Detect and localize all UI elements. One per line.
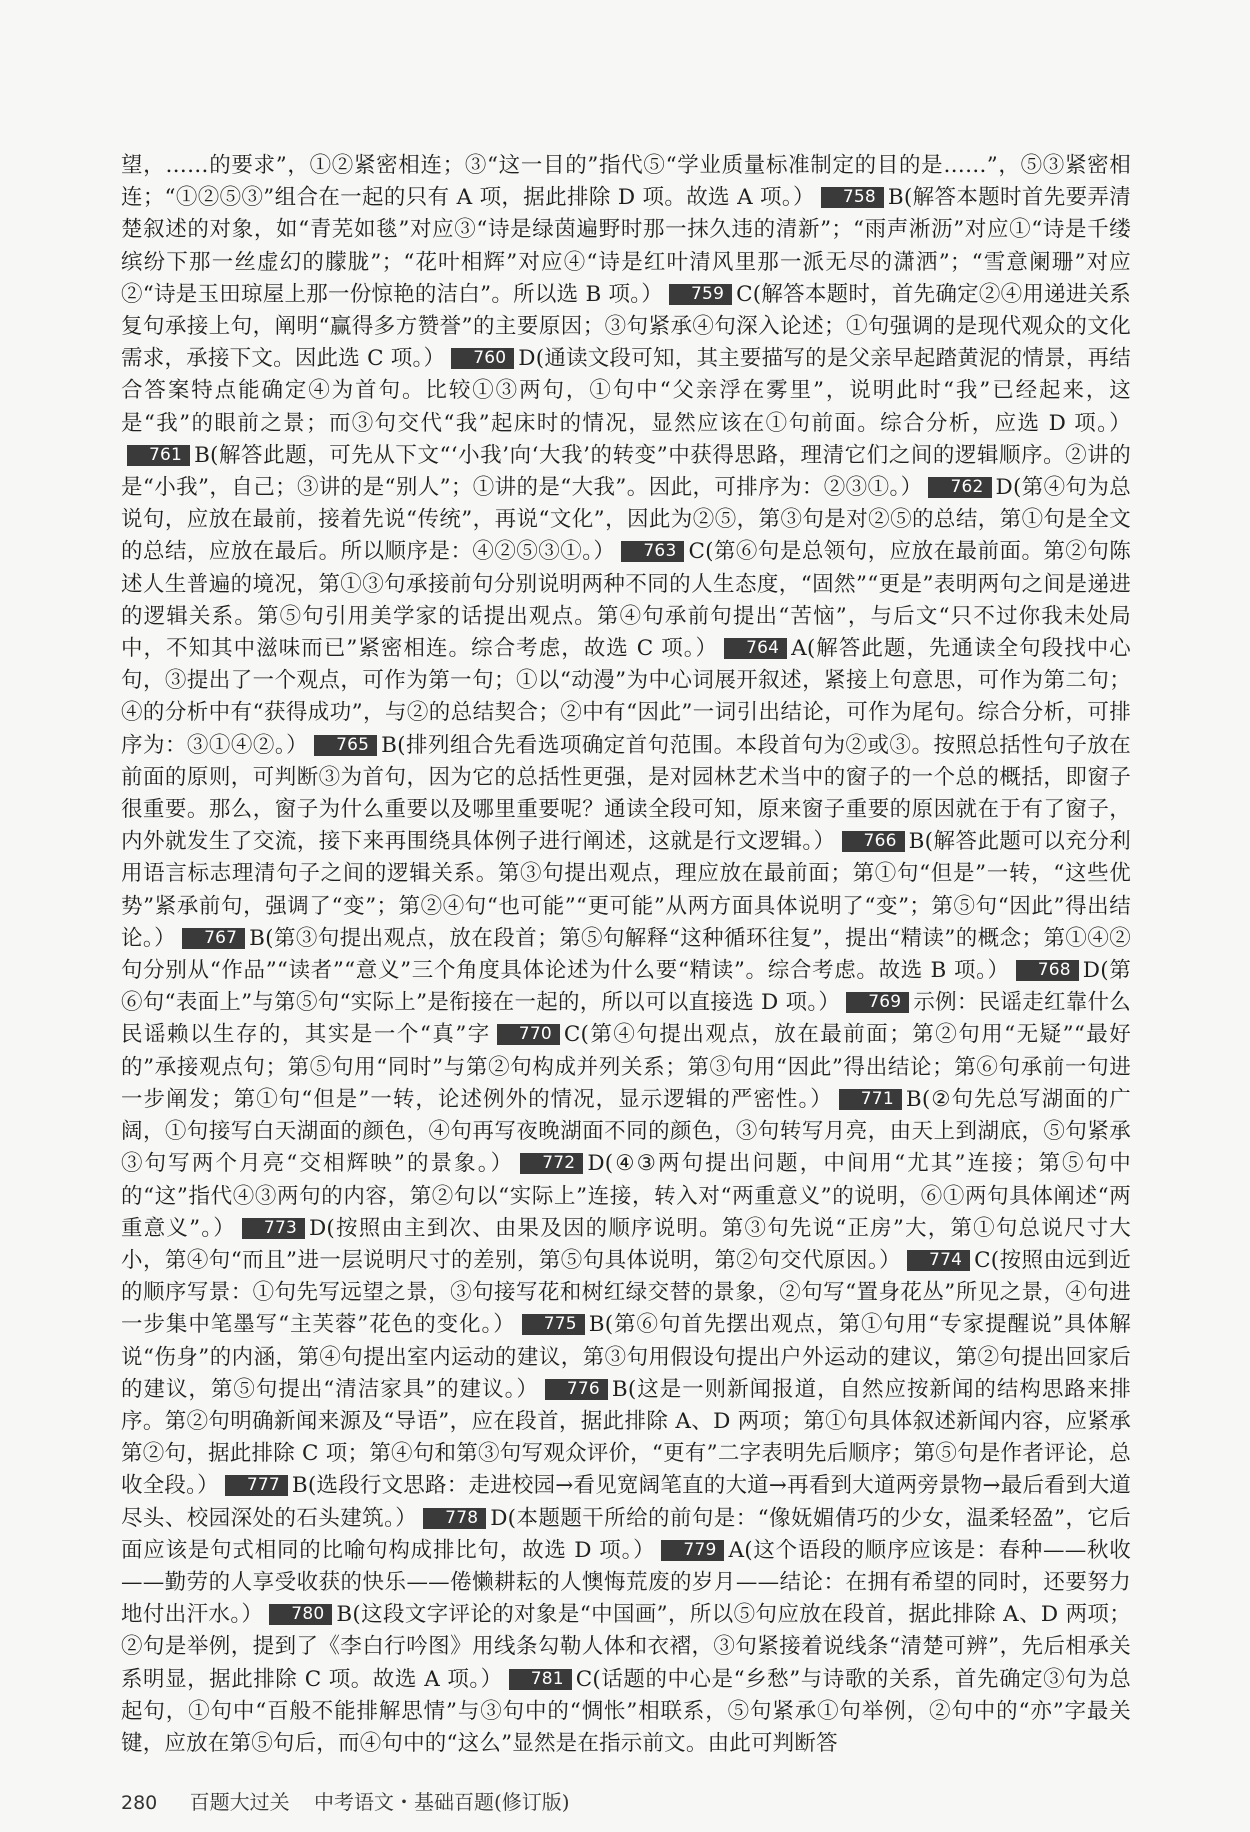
answer-number-badge: 777 bbox=[225, 1475, 288, 1496]
answer-number-badge: 771 bbox=[839, 1089, 902, 1110]
answer-number-badge: 773 bbox=[242, 1218, 305, 1239]
answer-text: C(按照由远到近的顺序写景：①句先写远望之景，③句接写花和树红绿交替的景象，②句写“置身花丛”所见之景，④句进一步集中笔墨写“主芙蓉”花色的变化。） bbox=[121, 1247, 1131, 1338]
answer-number-badge: 769 bbox=[846, 992, 909, 1013]
answer-number-badge: 762 bbox=[928, 477, 991, 498]
answer-number-badge: 767 bbox=[182, 928, 245, 949]
answer-text: 示例：民谣走红靠什么 民谣赖以生存的，其实是一个“真”字 bbox=[121, 990, 1153, 1048]
answer-text: A(解答此题，先通读全句段找中心句，③提出了一个观点，可作为第一句；①以“动漫”为中心词展开叙述，紧接上句意思，可作为第二句；④的分析中有“获得成功”，与②的总结契合；②中有“因此”一词引出结论，可作为尾句。综合分析，可排序为：③①④②。） bbox=[121, 636, 1131, 758]
answer-number-badge: 779 bbox=[661, 1540, 724, 1561]
answer-text: C(第④句提出观点，放在最前面；第②句用“无疑”“最好的”承接观点句；第⑤句用“同时”与第②句构成并列关系；第③句用“因此”得出结论；第⑥句承前一句进一步阐发；第①句“但是”一转，论述例外的情况，显示逻辑的严密性。） bbox=[121, 1022, 1131, 1112]
answer-number-badge: 759 bbox=[669, 284, 732, 305]
answer-text: B(解答本题时首先要弄清楚叙述的对象，如“青芜如毯”对应③“诗是绿茵遍野时那一抹久违的清新”；“雨声淅沥”对应①“诗是千缕缤纷下那一丝虚幻的朦胧”；“花叶相辉”对应④“诗是红叶清风里那一派无尽的潇洒”；“雪意阑珊”对应②“诗是玉田琼屋上那一份惊艳的洁白”。所以选 B 项。） bbox=[121, 185, 1131, 307]
answer-text: B(解答此题可以充分利用语言标志理清句子之间的逻辑关系。第③句提出观点，理应放在最前面；第①句“但是”一转，“这些优势”紧承前句，强调了“变”；第②④句“也可能”“更可能”从两方面具体说明了“变”；第⑤句“因此”得出结论。） bbox=[121, 829, 1132, 951]
answer-text: B(这是一则新闻报道，自然应按新闻的结构思路来排序。第②句明确新闻来源及“导语”，应在段首，据此排除 A、D 两项；第①句具体叙述新闻内容，应紧承第②句，据此排除 C 项；第④句和第③句写观众评价，“更有”二字表明先后顺序；第⑤句是作者评论，总收全段。） bbox=[121, 1376, 1131, 1499]
answer-number-badge: 781 bbox=[509, 1669, 572, 1690]
answer-text: A(这个语段的顺序应该是：春种——秋收——勤劳的人享受收获的快乐——倦懒耕耘的人懊悔荒废的岁月——结论：在拥有希望的同时，还要努力地付出汗水。） bbox=[121, 1537, 1132, 1628]
answer-number-badge: 775 bbox=[522, 1314, 585, 1335]
answer-number-badge: 780 bbox=[269, 1604, 332, 1625]
answer-text: B(第③句提出观点，放在段首；第⑤句解释“这种循环往复”，提出“精读”的概念；第①④②句分别从“作品”“读者”“意义”三个角度具体论述为什么要“精读”。综合考虑。故选 B 项。） bbox=[121, 925, 1131, 984]
answer-text: B(这段文字评论的对象是“中国画”，所以⑤句应放在段首，据此排除 A、D 两项；②句是举例，提到了《李白行吟图》用线条勾勒人体和衣褶，③句紧接着说线条“清楚可辨”，先后相承关系明显，据此排除 C 项。故选 A 项。） bbox=[121, 1602, 1131, 1692]
answer-text: D(第⑥句“表面上”与第⑤句“实际上”是衔接在一起的，所以可以直接选 D 项。） bbox=[121, 958, 1131, 1016]
page-footer bbox=[121, 1786, 570, 1815]
answer-text: C(话题的中心是“乡愁”与诗歌的关系，首先确定③句为总起句，①句中“百般不能排解思情”与③句中的“惆怅”相联系，⑤句紧承①句举例，②句中的“亦”字最关键，应放在第⑤句后，而④句中的“这么”显然是在指示前文。由此可判断答 bbox=[121, 1666, 1131, 1756]
answer-text: B(解答此题，可先从下文“‘小我’向‘大我’的转变”中获得思路，理清它们之间的逻辑顺序。②讲的是“小我”，自己；③讲的是“别人”；①讲的是“大我”。因此，可排序为：②③①。） bbox=[121, 442, 1131, 501]
answer-number-badge: 774 bbox=[907, 1250, 970, 1271]
answer-text: D(第④句为总说句，应放在最前，接着先说“传统”，再说“文化”，因此为②⑤，第③句是对②⑤的总结，第①句是全文的总结，应放在最后。所以顺序是：④②⑤③①。） bbox=[121, 475, 1132, 565]
answer-text: D(通读文段可知，其主要描写的是父亲早起踏黄泥的情景，再结合答案特点能确定④为首句。比较①③两句，①句中“父亲浮在雾里”，说明此时“我”已经起来，这是“我”的眼前之景；而③句交代“我”起床时的情况，显然应该在①句前面。综合分析，应选 D 项。） bbox=[121, 346, 1131, 436]
book-title: 百题大过关 bbox=[189, 1790, 290, 1814]
answer-text: B(②句先总写湖面的广阔，①句接写白天湖面的颜色，④句再写夜晚湖面不同的颜色，③句转写月亮，由天上到湖底，⑤句紧承③句写两个月亮“交相辉映”的景象。） bbox=[121, 1086, 1131, 1177]
answer-number-badge: 766 bbox=[842, 831, 905, 852]
answer-number-badge: 760 bbox=[451, 348, 514, 369]
answer-text-block bbox=[121, 150, 1153, 1760]
answer-number-badge: 776 bbox=[545, 1379, 608, 1400]
answer-number-badge: 764 bbox=[724, 638, 787, 659]
answer-number-badge: 768 bbox=[1016, 960, 1079, 981]
answer-text: C(第⑥句是总领句，应放在最前面。第②句陈述人生普遍的境况，第①③句承接前句分别说明两种不同的人生态度，“固然”“更是”表明两句之间是递进的逻辑关系。第⑤句引用美学家的话提出观点。第④句承前句提出“苦恼”，与后文“只不过你我未处局中，不知其中滋味而已”紧密相连。综合考虑，故选 C 项。） bbox=[121, 539, 1131, 662]
answer-number-badge: 765 bbox=[314, 735, 377, 756]
answer-number-badge: 770 bbox=[497, 1024, 560, 1045]
answer-number-badge: 761 bbox=[127, 445, 190, 466]
answer-number-badge: 772 bbox=[520, 1153, 583, 1174]
answer-text: D(本题题干所给的前句是：“像妩媚倩巧的少女，温柔轻盈”，它后面应该是句式相同的比喻句构成排比句，故选 D 项。） bbox=[121, 1505, 1131, 1563]
answer-text: B(选段行文思路：走进校园→看见宽阔笔直的大道→再看到大道两旁景物→最后看到大道尽头、校园深处的石头建筑。） bbox=[121, 1473, 1131, 1531]
answer-text: D(按照由主到次、由果及因的顺序说明。第③句先说“正房”大，第①句总说尺寸大小，第④句“而且”进一层说明尺寸的差别，第⑤句具体说明，第②句交代原因。） bbox=[121, 1215, 1131, 1273]
answer-number-badge: 763 bbox=[621, 541, 684, 562]
answer-text: D(④③两句提出问题，中间用“尤其”连接；第⑤句中的“这”指代④③两句的内容，第②句以“实际上”连接，转入对“两重意义”的说明，⑥①两句具体阐述“两重意义”。） bbox=[121, 1151, 1131, 1241]
answer-text: B(排列组合先看选项确定首句范围。本段首句为②或③。按照总括性句子放在前面的原则，可判断③为首句，因为它的总括性更强，是对园林艺术当中的窗子的一个总的概括，即窗子很重要。那么，窗子为什么重要以及哪里重要呢？通读全段可知，原来窗子重要的原因就在于有了窗子，内外就发生了交流，接下来再围绕具体例子进行阐述，这就是行文逻辑。） bbox=[121, 732, 1131, 855]
book-subtitle: 中考语文・基础百题(修订版) bbox=[313, 1790, 570, 1814]
page-number: 280 bbox=[121, 1792, 158, 1814]
answer-text: 望，……的要求”，①②紧密相连；③“这一目的”指代⑤“学业质量标准制定的目的是……”，⑤③紧密相连；“①②⑤③”组合在一起的只有 A 项，据此排除 D 项。故选 A 项。） bbox=[121, 153, 1131, 211]
answer-text: B(第⑥句首先摆出观点，第①句用“专家提醒说”具体解说“伤身”的内涵，第④句提出室内运动的建议，第③句用假设句提出户外运动的建议，第②句提出回家后的建议，第⑤句提出“清洁家具”的建议。） bbox=[121, 1312, 1131, 1402]
answer-number-badge: 778 bbox=[423, 1508, 486, 1529]
answer-text: C(解答本题时，首先确定②④用递进关系复句承接上句，阐明“赢得多方赞誉”的主要原因；③句紧承④句深入论述；①句强调的是现代观众的文化需求，承接下文。因此选 C 项。） bbox=[121, 281, 1132, 372]
answer-number-badge: 758 bbox=[821, 187, 884, 208]
